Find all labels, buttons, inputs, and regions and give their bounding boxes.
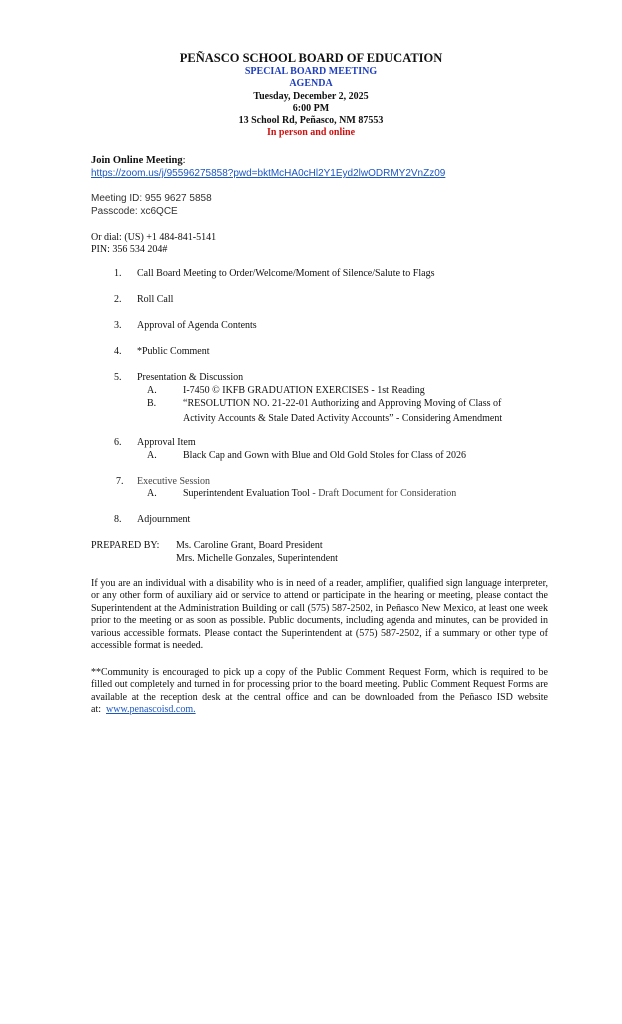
agenda-header <box>0 51 622 140</box>
subitem-text-line1: “RESOLUTION NO. 21-22-01 Authorizing and Approving Moving of Class of <box>183 398 502 409</box>
item-number: 7. <box>116 476 124 487</box>
meeting-id: Meeting ID: 955 9627 5858 <box>91 193 212 204</box>
item-number: 8. <box>114 514 122 525</box>
subitem-text: I-7450 © IKFB GRADUATION EXERCISES - 1st Reading <box>183 385 425 396</box>
meeting-time: 6:00 PM <box>292 102 330 114</box>
item-text: Call Board Meeting to Order/Welcome/Moment of Silence/Salute to Flags <box>137 268 435 279</box>
item-text: *Public Comment <box>137 346 210 357</box>
item-number: 1. <box>114 268 122 279</box>
subitem-letter: A. <box>147 450 157 461</box>
item-text: Executive Session <box>137 476 211 487</box>
zoom-link[interactable]: https://zoom.us/j/95596275858?pwd=bktMcHA0cHl2Y1Eyd2lwODRMY2VnZz09 <box>91 168 446 179</box>
subitem-text: Black Cap and Gown with Blue and Old Gold Stoles for Class of 2026 <box>183 450 467 461</box>
community-text: **Community is encouraged to pick up a copy of the Public Comment Request Form, which is required to be filled out completely and turned in for processing prior to the board meeting. Public Comment Request Forms are available at the reception desk at the central office and can be downloaded from the Peñasco ISD website at: <box>91 667 548 716</box>
dial-pin: PIN: 356 534 204# <box>91 244 168 255</box>
subitem-text <box>183 488 456 500</box>
item-number: 2. <box>114 294 122 305</box>
prepared-name-1: Ms. Caroline Grant, Board President <box>176 540 323 551</box>
meeting-address: 13 School Rd, Peñasco, NM 87553 <box>238 115 384 127</box>
subitem-letter: A. <box>147 488 157 499</box>
join-label-text: Join Online Meeting <box>91 155 183 166</box>
item-number: 6. <box>114 437 122 448</box>
subitem-text-line2: Activity Accounts & Stale Dated Activity Accounts” - Considering Amendment <box>183 413 503 424</box>
doc-type: AGENDA <box>289 78 333 90</box>
join-online-label <box>91 154 186 167</box>
prepared-name-2: Mrs. Michelle Gonzales, Superintendent <box>176 553 338 564</box>
meeting-mode: In person and online <box>266 127 356 139</box>
meeting-date: Tuesday, December 2, 2025 <box>253 90 369 102</box>
join-label-colon: : <box>182 155 186 166</box>
subitem-title: Superintendent Evaluation Tool <box>183 488 310 499</box>
subitem-letter: B. <box>147 398 157 409</box>
subitem-extra: - Draft Document for Consideration <box>309 488 457 499</box>
passcode: Passcode: xc6QCE <box>91 206 178 217</box>
item-text: Approval Item <box>137 437 196 448</box>
prepared-label: PREPARED BY: <box>91 540 160 551</box>
item-number: 4. <box>114 346 122 357</box>
dial-in: Or dial: (US) +1 484-841-5141 <box>91 232 217 243</box>
item-text: Approval of Agenda Contents <box>137 320 257 331</box>
subitem-letter: A. <box>147 385 157 396</box>
item-text: Roll Call <box>137 294 174 305</box>
item-number: 3. <box>114 320 122 331</box>
item-text: Presentation & Discussion <box>137 372 244 383</box>
item-number: 5. <box>114 372 122 383</box>
org-title: PEÑASCO SCHOOL BOARD OF EDUCATION <box>179 51 443 65</box>
disability-notice: If you are an individual with a disability who is in need of a reader, amplifier, qualified sign language interpreter, or any other form of auxiliary aid or service to attend or participate in the hearing or meeting, please contact the Superintendent at the Administration Building or call (575) 587-2502, in Peñasco New Mexico, at least one week prior to the meeting or as soon as possible. Public documents, including agenda and minutes, can be provided in various accessible formats. Please contact the Superintendent at (575) 587-2502, if a summary or other type of accessible format is needed. <box>91 578 548 652</box>
prepared-by <box>91 539 323 553</box>
meeting-type: SPECIAL BOARD MEETING <box>244 66 378 77</box>
community-notice <box>91 667 548 717</box>
website-link[interactable]: www.penascoisd.com. <box>106 704 196 716</box>
item-text: Adjournment <box>137 514 191 525</box>
